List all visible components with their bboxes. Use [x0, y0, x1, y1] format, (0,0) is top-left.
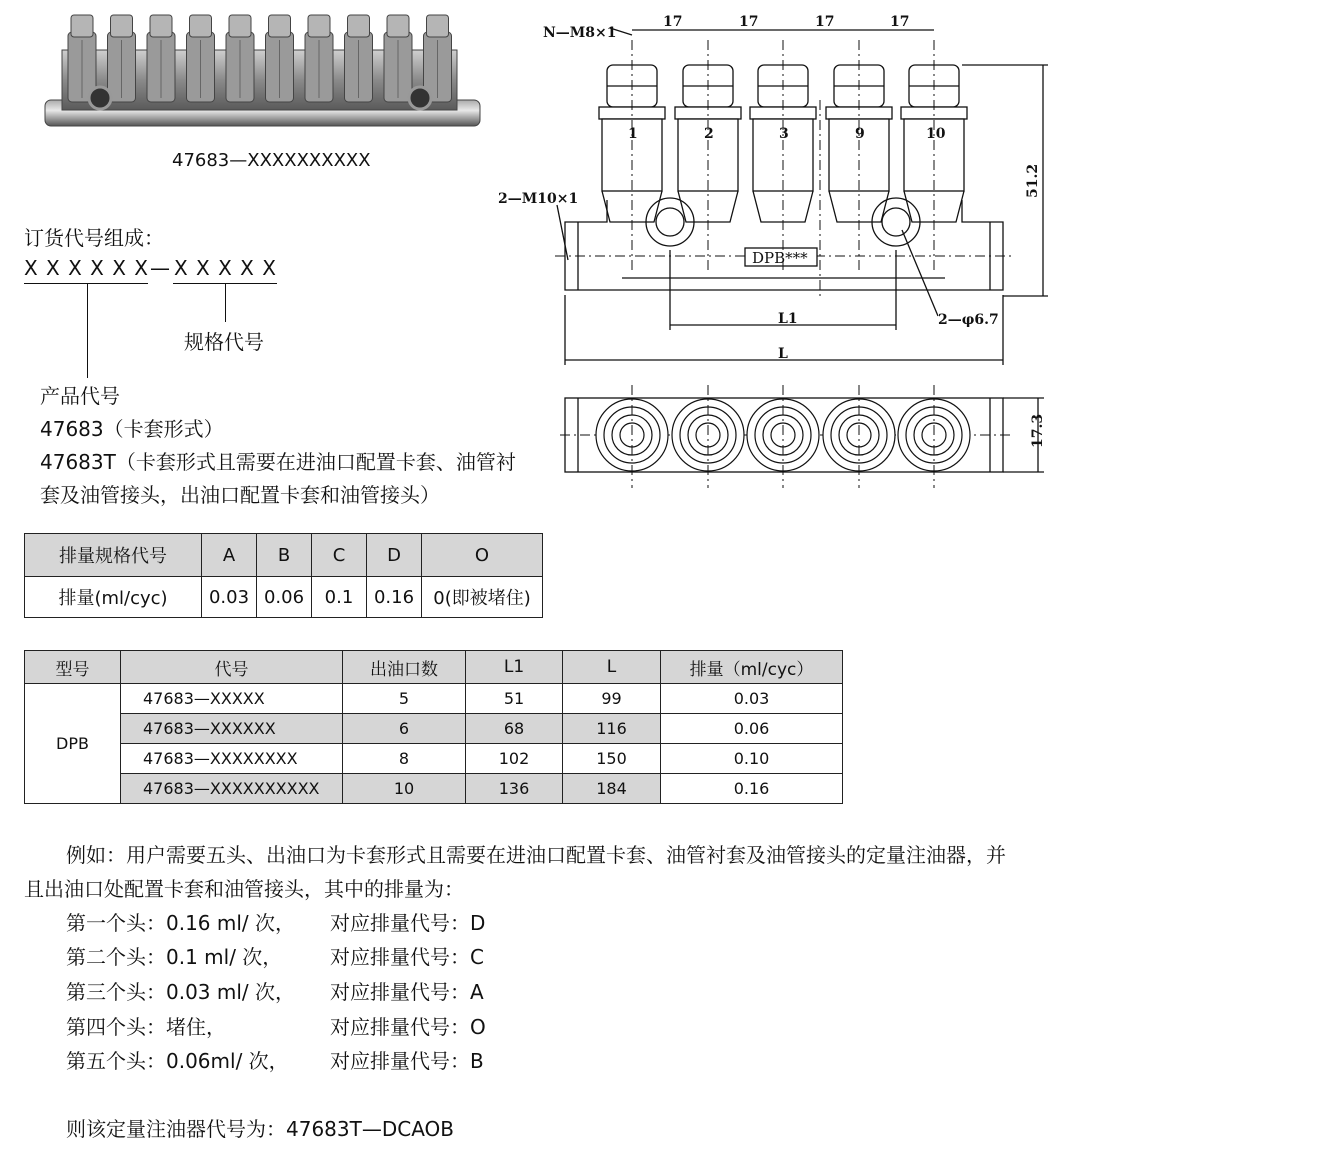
code-cell: 47683—XXXXXXXX — [121, 744, 343, 774]
model-table — [24, 650, 843, 804]
table-row — [25, 774, 843, 804]
spec-value-row — [25, 577, 543, 618]
outlets-cell: 8 — [343, 744, 466, 774]
outlets-cell: 5 — [343, 684, 466, 714]
hole-label: 2—φ6.7 — [938, 312, 999, 328]
spec-value-cell: 0.16 — [367, 577, 422, 618]
injector-head — [901, 40, 967, 270]
product-code-2-line2: 套及油管接头，出油口配置卡套和油管接头） — [40, 483, 440, 507]
spec-header-cell: C — [312, 534, 367, 577]
injector-cap — [190, 15, 212, 37]
model-header-cell: 代号 — [121, 651, 343, 684]
pitch-label: 17 — [815, 14, 835, 30]
injector-cap — [269, 15, 291, 37]
code-cell: 47683—XXXXX — [121, 684, 343, 714]
l1-cell: 102 — [466, 744, 563, 774]
thread-top-label: N—M8×1 — [543, 25, 617, 41]
product-code-1: 47683（卡套形式） — [40, 417, 224, 441]
injector-cap — [427, 15, 449, 37]
product-code-label: 产品代号 — [40, 384, 120, 408]
injector-cap — [71, 15, 93, 37]
example-head-1: 第一个头：0.16 ml/ 次， — [66, 911, 296, 935]
dpb-label: DPB*** — [752, 249, 808, 267]
table-row — [25, 744, 843, 774]
example-head-2: 第二个头：0.1 ml/ 次， — [66, 945, 283, 969]
injector-cap — [111, 15, 133, 37]
model-header-cell: 排量（ml/cyc） — [661, 651, 843, 684]
l1-cell: 136 — [466, 774, 563, 804]
order-code-dash: — — [150, 256, 170, 280]
injector-cap — [387, 15, 409, 37]
l-cell: 99 — [563, 684, 661, 714]
spec-header-row — [25, 534, 543, 577]
port-number-label: 3 — [779, 126, 789, 142]
injector-head — [675, 40, 741, 270]
height-label: 51.2 — [1025, 163, 1041, 198]
spec-code-label: 规格代号 — [184, 330, 264, 354]
manifold-outline — [565, 200, 1003, 290]
spec-value-cell: 0.1 — [312, 577, 367, 618]
port-number-label: 2 — [704, 126, 714, 142]
l-cell: 184 — [563, 774, 661, 804]
injector-head — [826, 40, 892, 270]
outlets-cell: 6 — [343, 714, 466, 744]
order-code-title: 订货代号组成： — [24, 226, 164, 250]
inlet-thread-label: 2—M10×1 — [498, 191, 579, 207]
injector-cap — [150, 15, 172, 37]
example-head-4: 第四个头：堵住， — [66, 1015, 226, 1039]
leader-line-spec — [225, 284, 226, 322]
injector-cap — [308, 15, 330, 37]
l-cell: 116 — [563, 714, 661, 744]
model-header-cell: L — [563, 651, 661, 684]
example-head-5: 第五个头：0.06ml/ 次， — [66, 1049, 289, 1073]
underline-left — [24, 283, 148, 284]
product-code-2-line1: 47683T（卡套形式且需要在进油口配置卡套、油管衬 — [40, 450, 516, 474]
injector-cap — [229, 15, 251, 37]
example-paragraph-line2: 且出油口处配置卡套和油管接头，其中的排量为： — [24, 877, 464, 901]
example-code-3: 对应排量代号：A — [330, 980, 484, 1004]
example-paragraph-line1: 例如：用户需要五头、出油口为卡套形式且需要在进油口配置卡套、油管衬套及油管接头的定量注油器，并 — [66, 843, 1006, 867]
model-header-cell: L1 — [466, 651, 563, 684]
l-cell: 150 — [563, 744, 661, 774]
displacement-spec-table — [24, 533, 543, 618]
example-conclusion: 则该定量注油器代号为：47683T—DCAOB — [66, 1117, 454, 1141]
example-code-2: 对应排量代号：C — [330, 945, 484, 969]
spec-header-cell: D — [367, 534, 422, 577]
example-head-3: 第三个头：0.03 ml/ 次， — [66, 980, 296, 1004]
spec-header-cell: A — [202, 534, 257, 577]
example-code-5: 对应排量代号：B — [330, 1049, 484, 1073]
spec-value-cell: 0.03 — [202, 577, 257, 618]
port-number-label: 9 — [855, 126, 865, 142]
technical-drawing — [490, 0, 1070, 500]
injector-head — [750, 40, 816, 270]
spec-header-cell: O — [422, 534, 543, 577]
outlets-cell: 10 — [343, 774, 466, 804]
port-number-label: 1 — [628, 126, 638, 142]
pitch-label: 17 — [663, 14, 683, 30]
displacement-cell: 0.03 — [661, 684, 843, 714]
table-row — [25, 714, 843, 744]
code-cell: 47683—XXXXXXXXXX — [121, 774, 343, 804]
l1-label: L1 — [778, 311, 798, 327]
spec-value-cell: 0.06 — [257, 577, 312, 618]
spec-header-cell: B — [257, 534, 312, 577]
displacement-cell: 0.10 — [661, 744, 843, 774]
example-code-4: 对应排量代号：O — [330, 1015, 486, 1039]
spec-value-cell: 0(即被堵住) — [422, 577, 543, 618]
port-number-label: 10 — [926, 126, 946, 142]
code-cell: 47683—XXXXXX — [121, 714, 343, 744]
displacement-cell: 0.06 — [661, 714, 843, 744]
spec-value-cell: 排量(ml/cyc) — [25, 577, 202, 618]
l1-cell: 68 — [466, 714, 563, 744]
spec-header-cell: 排量规格代号 — [25, 534, 202, 577]
pitch-label: 17 — [890, 14, 910, 30]
order-code-pattern-right: X X X X X — [174, 256, 277, 280]
example-code-1: 对应排量代号：D — [330, 911, 486, 935]
model-header-row — [25, 651, 843, 684]
injector-head — [599, 40, 665, 270]
order-code-pattern-left: X X X X X X — [24, 256, 149, 280]
l-label: L — [778, 346, 788, 362]
model-name-cell: DPB — [25, 684, 121, 804]
pitch-label: 17 — [739, 14, 759, 30]
table-row — [25, 684, 843, 714]
displacement-cell: 0.16 — [661, 774, 843, 804]
leader-line-product — [87, 284, 88, 378]
photo-caption: 47683—XXXXXXXXXX — [172, 150, 371, 171]
model-header-cell: 型号 — [25, 651, 121, 684]
width-label: 17.3 — [1030, 413, 1046, 448]
injector-cap — [348, 15, 370, 37]
l1-cell: 51 — [466, 684, 563, 714]
model-header-cell: 出油口数 — [343, 651, 466, 684]
distributor-photo — [40, 10, 490, 140]
